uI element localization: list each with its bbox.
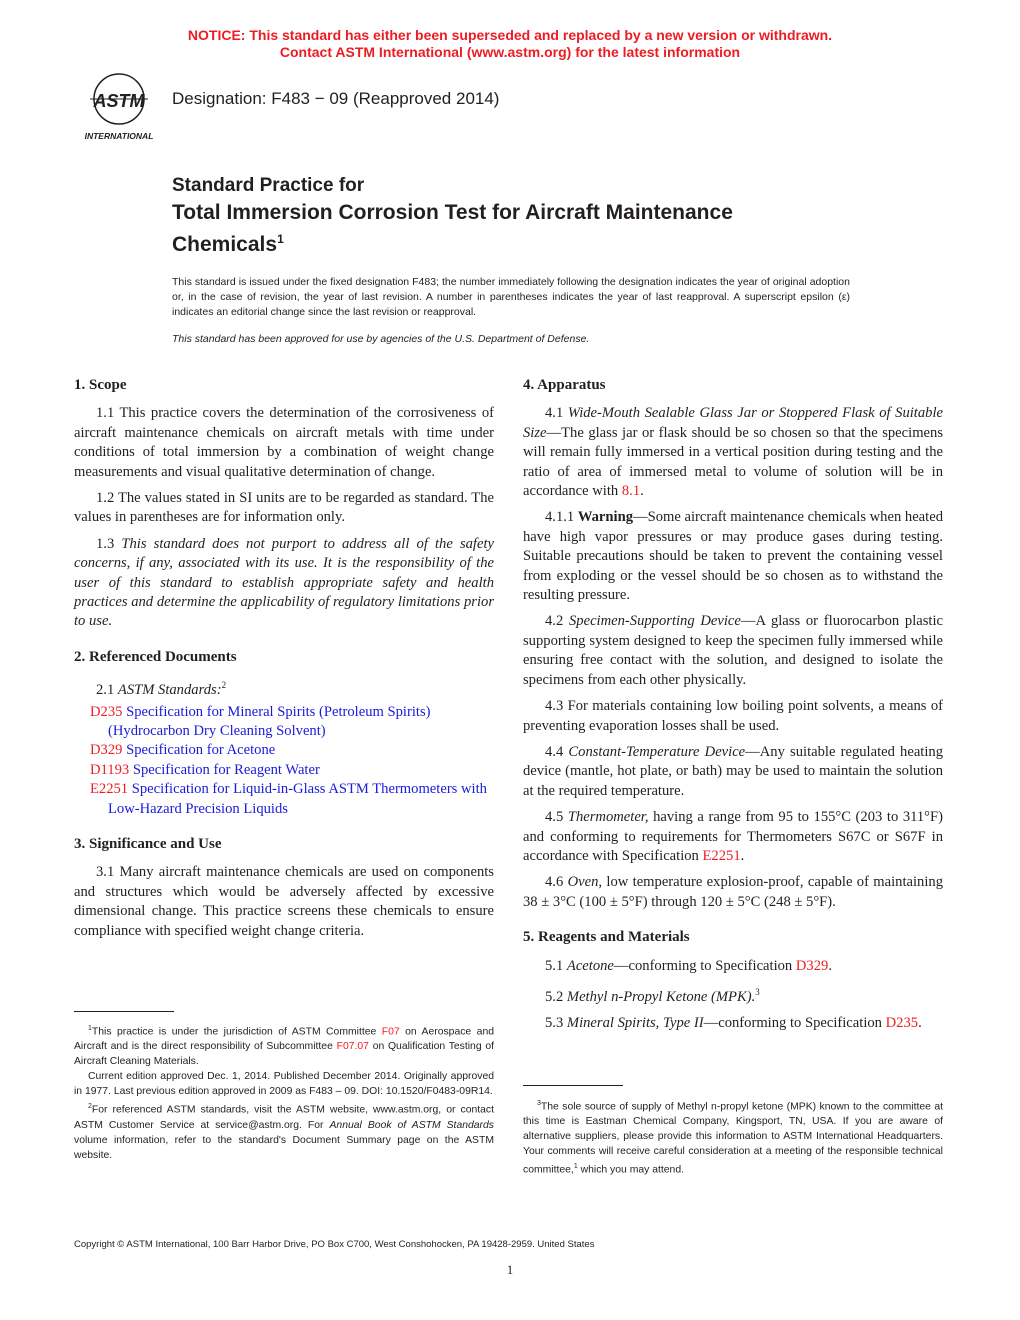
title-footnote-ref: 1 — [277, 232, 284, 246]
section-heading: 4. Apparatus — [523, 377, 606, 393]
designation: Designation: F483 − 09 (Reapproved 2014) — [172, 89, 500, 108]
notice-line-2: Contact ASTM International (www.astm.org) for the latest information — [279, 44, 741, 60]
paragraph-1-1: 1.1 This practice covers the determination of the corrosiveness of aircraft maintenance chemicals on aircraft metals with time under conditions of total immersion by a combination of weight change measurements and visual qualitative determination of change. — [74, 405, 494, 480]
link-8-1[interactable]: 8.1 — [621, 483, 641, 500]
paragraph-4-1: 4.1 Wide-Mouth Sealable Glass Jar or Stoppered Flask of Suitable Size—The glass jar or flask should be so chosen so that the specimens will remain fully immersed in a vertical position during testing and the ratio of area of immersed metal to volume of solution will be in accordance with 8.1. — [523, 405, 943, 500]
section-heading: 1. Scope — [74, 377, 127, 393]
paragraph-4-5: 4.5 Thermometer, having a range from 95 to 155°C (203 to 311°F) and conforming to requirements for Thermometers S67C or S67F in accordance with Specification E2251. — [523, 809, 943, 864]
footnotes-left — [74, 1021, 494, 1163]
paragraph-4-6: 4.6 Oven, low temperature explosion-proof, capable of maintaining 38 ± 3°C (100 ± 5°F) through 120 ± 5°C (248 ± 5°F). — [523, 874, 944, 910]
paragraph-4-1-1: 4.1.1 Warning—Some aircraft maintenance chemicals when heated have high vapor pressures or may produce gases during testing. Suitable precautions should be taken to prevent the containing vessel from exploding or the vessel should be so chosen as to withstand the resulting pressure. — [523, 509, 943, 604]
section-apparatus — [523, 376, 943, 912]
paragraph-3-1: 3.1 Many aircraft maintenance chemicals are used on components and structures which would be adversely affected by excessive dimensional change. This practice screens these chemicals to ensure compliance with specified weight change criteria. — [74, 864, 494, 939]
logo-text: ASTM — [93, 91, 145, 111]
ref-d1193[interactable]: D1193 Specification for Reagent Water — [90, 761, 320, 778]
paragraph-4-3: 4.3 For materials containing low boiling point solvents, a means of preventing evaporation losses shall be used. — [523, 698, 943, 734]
paragraph-2-1: 2.1 ASTM Standards:$^2$ — [96, 680, 227, 699]
link-f07-07[interactable]: F07.07 — [336, 1041, 369, 1053]
section-heading: 3. Significance and Use — [74, 835, 222, 852]
document-title — [172, 173, 733, 258]
footnote-rule — [523, 1085, 623, 1086]
link-d329[interactable]: D329 — [795, 957, 829, 974]
link-f07[interactable]: F07 — [381, 1026, 400, 1038]
logo-subtext: INTERNATIONAL — [84, 131, 154, 141]
safety-caveat: This standard does not purport to address all of the safety concerns, if any, associated with its use. It is the responsibility of the user of this standard to establish appropriate safety and health practices and determine the applicability of regulatory limitations prior to use. — [74, 535, 494, 630]
footnotes-right — [523, 1096, 943, 1178]
notice-line-1: NOTICE: This standard has either been superseded and replaced by a new version or withdrawn. — [187, 27, 833, 43]
footnote-rule — [74, 1011, 174, 1012]
preamble-dod-note: This standard has been approved for use by agencies of the U.S. Department of Defense. — [172, 333, 590, 345]
title-line-2: Total Immersion Corrosion Test for Aircraft Maintenance — [172, 201, 733, 224]
title-line-1: Standard Practice for — [172, 175, 365, 196]
section-scope — [74, 376, 494, 632]
preamble — [172, 275, 850, 347]
page-number: 1 — [506, 1262, 514, 1277]
paragraph-5-1: 5.1 Acetone—conforming to Specification D329. — [545, 957, 832, 974]
left-column — [74, 376, 494, 957]
title-line-3: Chemicals — [172, 233, 278, 256]
right-column — [523, 376, 943, 1050]
ref-d329[interactable]: D329 Specification for Acetone — [90, 742, 276, 759]
section-reagents — [523, 928, 943, 1033]
copyright: Copyright © ASTM International, 100 Barr Harbor Drive, PO Box C700, West Conshohocken, PA 19428-2959. United States — [74, 1239, 595, 1250]
section-heading: 2. Referenced Documents — [74, 648, 237, 665]
withdrawn-notice — [0, 27, 1020, 61]
section-significance — [74, 835, 494, 941]
link-e2251[interactable]: E2251 — [702, 847, 741, 864]
section-referenced-documents — [74, 648, 494, 819]
ref-d235[interactable]: D235 Specification for Mineral Spirits (Petroleum Spirits) (Hydrocarbon Dry Cleaning Solvent) — [90, 703, 431, 739]
link-d235[interactable]: D235 — [885, 1015, 919, 1032]
footnote-1: $^1$This practice is under the jurisdiction of ASTM Committee F07 on Aerospace and Aircraft and is the direct responsibility of Subcommittee F07.07 on Qualification Testing of Aircraft Cleaning Materials. — [74, 1025, 495, 1068]
astm-logo-icon — [76, 72, 162, 144]
paragraph-5-3: 5.3 Mineral Spirits, Type II—conforming to Specification D235. — [545, 1015, 922, 1032]
paragraph-1-2: 1.2 The values stated in SI units are to be regarded as standard. The values in parentheses are for information only. — [74, 490, 494, 526]
paragraph-5-2: 5.2 Methyl n-Propyl Ketone (MPK).$^3$ — [545, 986, 760, 1005]
section-heading: 5. Reagents and Materials — [523, 929, 690, 946]
footnote-3: $^3$The sole source of supply of Methyl n-propyl ketone (MPK) known to the committee at this time is Eastman Chemical Company, Kingsport, TN, USA. If you are aware of alternative suppliers, please provide this information to ASTM International Headquarters. Your comments will receive careful consideration at a meeting of the responsible technical committee,$^1$ which you may attend. — [523, 1100, 943, 1176]
ref-e2251[interactable]: E2251 Specification for Liquid-in-Glass ASTM Thermometers with Low-Hazard Precision Liquids — [90, 781, 487, 817]
paragraph-4-2: 4.2 Specimen-Supporting Device—A glass or fluorocarbon plastic supporting system designed to keep the specimen fully immersed while ensuring free contact with the solution, and designed to isolate the specimens from each other physically. — [523, 613, 943, 688]
paragraph-1-3: 1.3 This standard does not purport to address all of the safety concerns, if any, associated with its use. It is the responsibility of the user of this standard to establish appropriate safety and health practices and determine the applicability of regulatory limitations prior to use. — [74, 535, 494, 630]
preamble-designation-note: This standard is issued under the fixed designation F483; the number immediately following the designation indicates the year of original adoption or, in the case of revision, the year of last revision. A number in parentheses indicates the year of last reapproval. A superscript epsilon (ε) indicates an editorial change since the last revision or reapproval. — [172, 276, 850, 318]
footnote-1-edition: Current edition approved Dec. 1, 2014. Published December 2014. Originally approved in 1977. Last previous edition approved in 2009 as F483 – 09. DOI: 10.1520/F0483-09R14. — [74, 1071, 494, 1098]
footnote-2: $^2$For referenced ASTM standards, visit the ASTM website, www.astm.org, or contact ASTM Customer Service at service@astm.org. For Annual Book of ASTM Standards volume information, refer to the standard's Document Summary page on the ASTM website. — [74, 1103, 494, 1161]
paragraph-4-4: 4.4 Constant-Temperature Device—Any suitable regulated heating device (mantle, hot plate, or bath) may be used to maintain the solution at the required temperature. — [523, 743, 944, 799]
